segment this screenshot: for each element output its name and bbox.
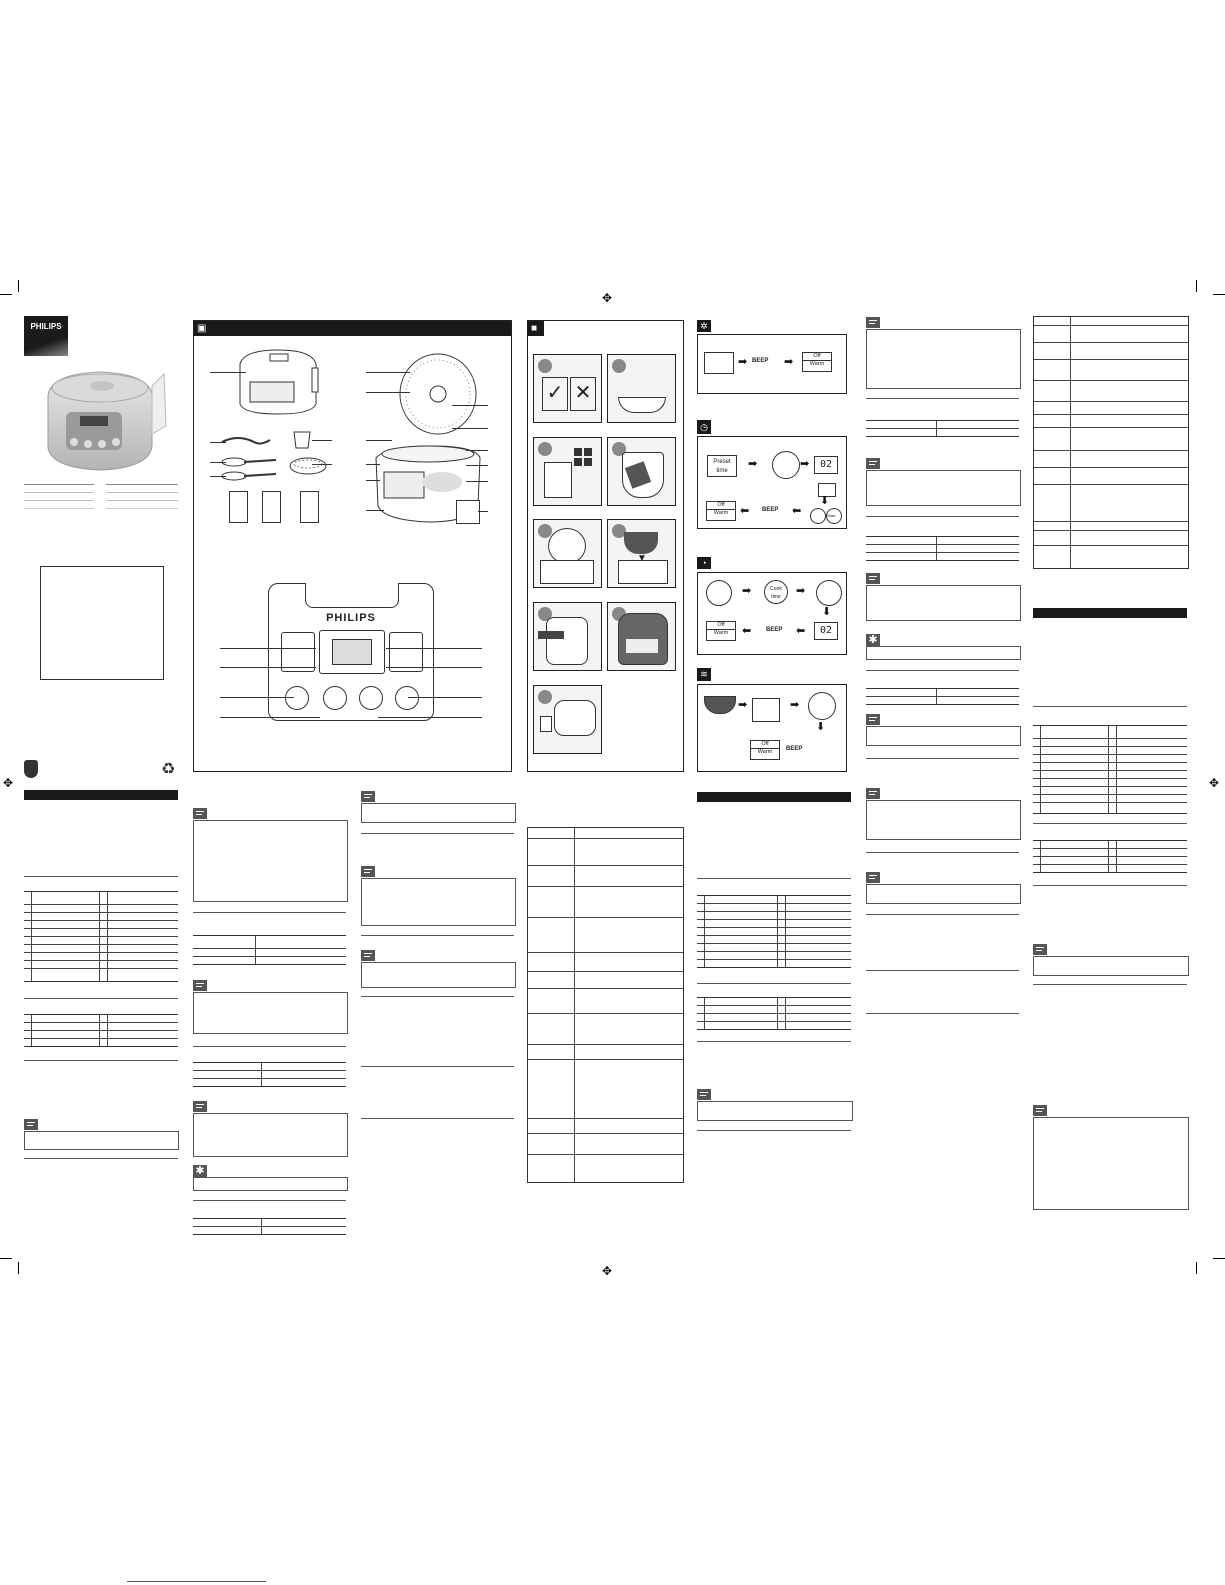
registration-mark-icon: ✥ — [601, 291, 613, 305]
note-box — [193, 992, 348, 1034]
data-table — [24, 891, 178, 982]
note-box — [1033, 1117, 1189, 1210]
note-box — [866, 800, 1021, 840]
registration-mark-icon: ✥ — [2, 776, 14, 790]
section-heading-bar — [697, 792, 851, 802]
off-label: Off — [813, 353, 821, 359]
arrow-down-icon: ⬇ — [816, 721, 826, 733]
cook-time-button — [764, 580, 788, 604]
note-icon — [361, 950, 375, 961]
start-button — [826, 508, 842, 524]
step-illustration — [533, 602, 602, 671]
off-label: Off — [717, 622, 725, 628]
note-icon — [866, 872, 880, 883]
panel-brand-text: PHILIPS — [326, 612, 376, 624]
step-illustration — [533, 519, 602, 588]
specifications-table — [527, 827, 684, 1183]
note-box — [193, 1113, 348, 1157]
note-icon — [361, 866, 375, 877]
off-warm-indicator — [750, 740, 780, 760]
off-warm-indicator — [706, 621, 736, 641]
note-box — [866, 585, 1021, 621]
step-illustration — [533, 437, 602, 506]
philips-logo — [24, 316, 68, 356]
note-icon — [866, 458, 880, 469]
arrow-right-icon: ➡ — [796, 585, 806, 597]
control-button — [285, 686, 309, 710]
step-illustration — [607, 354, 676, 423]
step-illustration — [533, 685, 602, 754]
beep-label: BEEP — [766, 627, 783, 633]
note-box — [361, 878, 516, 926]
section-heading-bar — [24, 790, 178, 800]
note-box — [866, 470, 1021, 506]
arrow-right-icon: ➡ — [784, 356, 794, 368]
note-icon — [697, 1089, 711, 1100]
rice-cooker-image — [40, 366, 170, 476]
step-illustration — [607, 437, 676, 506]
arrow-left-icon: ⬅ — [796, 625, 806, 637]
step-illustration — [607, 602, 676, 671]
document-leaflet — [229, 491, 248, 523]
note-icon — [866, 714, 880, 725]
note-box — [193, 820, 348, 902]
control-button — [395, 686, 419, 710]
note-box — [866, 884, 1021, 904]
control-button — [772, 451, 800, 479]
arrow-right-icon: ➡ — [738, 356, 748, 368]
arrow-right-icon: ➡ — [748, 458, 758, 470]
crop-mark — [0, 1258, 12, 1259]
arrow-left-icon: ⬅ — [742, 625, 752, 637]
note-box — [361, 803, 516, 823]
tip-asterisk-icon: ✱ — [193, 1165, 207, 1177]
cup-and-steamer-drawing — [288, 428, 328, 482]
control-button — [706, 580, 732, 606]
off-label: Off — [717, 502, 725, 508]
crop-mark — [18, 1262, 19, 1274]
warm-label: Warm — [803, 360, 831, 368]
arrow-left-icon: ⬅ — [792, 505, 802, 517]
control-button — [323, 686, 347, 710]
data-table — [24, 1014, 178, 1047]
cooking-mode-icon: ✲ — [697, 320, 711, 332]
note-icon — [866, 573, 880, 584]
control-panel-drawing — [268, 583, 434, 721]
data-table — [193, 1218, 346, 1235]
off-warm-indicator — [706, 501, 736, 521]
crop-mark — [1213, 294, 1225, 295]
document-leaflet — [300, 491, 319, 523]
note-box — [697, 1101, 853, 1121]
recycle-icon: ♻ — [161, 759, 176, 778]
crop-mark — [1213, 1258, 1225, 1259]
control-button — [359, 686, 383, 710]
warm-label: Warm — [751, 748, 779, 756]
tip-asterisk-icon: ✱ — [866, 634, 880, 646]
display-readout: 02 — [814, 622, 838, 640]
note-box — [361, 962, 516, 988]
preset-timer-icon: ◷ — [697, 420, 711, 434]
note-icon — [24, 1119, 38, 1130]
beep-label: BEEP — [752, 358, 769, 364]
appliance-overview-icon: ▣ — [197, 323, 207, 334]
warm-label: Warm — [707, 629, 735, 637]
note-icon — [361, 791, 375, 802]
crop-mark — [18, 280, 19, 292]
data-table — [697, 895, 851, 968]
beep-label: BEEP — [762, 507, 779, 513]
document-leaflet — [262, 491, 281, 523]
note-box — [866, 726, 1021, 746]
warm-label: Warm — [707, 509, 735, 517]
data-table — [193, 1062, 346, 1087]
display-readout: 02 — [814, 456, 838, 474]
tip-box — [193, 1177, 348, 1191]
data-table — [1033, 840, 1187, 873]
preset-time-button — [707, 455, 737, 477]
data-table — [1033, 725, 1187, 814]
arrow-down-icon: ⬇ — [822, 606, 832, 618]
note-icon — [193, 980, 207, 991]
note-box — [866, 329, 1021, 389]
arrow-right-icon: ➡ — [742, 585, 752, 597]
arrow-right-icon: ➡ — [738, 699, 748, 711]
tip-box — [866, 646, 1021, 660]
detail-inset — [456, 500, 480, 524]
data-table — [866, 536, 1019, 561]
note-icon — [1033, 1105, 1047, 1116]
note-icon — [193, 1101, 207, 1112]
off-label: Off — [761, 741, 769, 747]
note-icon — [866, 317, 880, 328]
note-icon — [866, 788, 880, 799]
section-heading-bar — [1033, 608, 1187, 618]
step-illustration: ✓ ✕ — [533, 354, 602, 423]
cook-time-label: Cook time — [770, 586, 782, 600]
crop-mark — [1196, 1262, 1197, 1274]
start-label: Start — [827, 513, 836, 518]
note-icon — [193, 808, 207, 819]
crop-mark — [1196, 280, 1197, 292]
display-box — [704, 352, 734, 374]
registration-mark-icon: ✥ — [1208, 776, 1220, 790]
arrow-left-icon: ⬅ — [740, 505, 750, 517]
step-illustration: ▼ — [607, 519, 676, 588]
cooker-front-drawing — [236, 348, 320, 416]
data-table — [866, 420, 1019, 437]
off-warm-indicator — [802, 352, 832, 372]
troubleshooting-table — [1033, 316, 1189, 569]
arrow-down-icon: ⬇ — [820, 495, 830, 507]
first-use-icon: ■ — [531, 323, 538, 334]
keep-warm-icon: ≋ — [697, 668, 711, 681]
blank-frame — [40, 566, 164, 680]
control-button — [816, 580, 842, 606]
arrow-right-icon: ➡ — [800, 458, 810, 470]
philips-shield-icon — [24, 760, 38, 778]
registration-mark-icon: ✥ — [601, 1264, 613, 1278]
accessories-drawing — [220, 428, 280, 482]
logo-text: PHILIPS — [30, 322, 62, 331]
note-box — [1033, 956, 1189, 976]
crop-mark — [0, 294, 12, 295]
arrow-right-icon: ➡ — [790, 699, 800, 711]
note-box — [24, 1131, 179, 1150]
control-button — [810, 508, 826, 524]
data-table — [193, 935, 346, 965]
cook-time-icon: ◔ — [697, 557, 711, 569]
data-table — [697, 997, 851, 1030]
link-underline[interactable] — [127, 1581, 266, 1582]
control-button — [808, 692, 836, 720]
pot-drawing — [752, 698, 780, 722]
beep-label: BEEP — [786, 746, 803, 752]
note-icon — [1033, 944, 1047, 955]
preset-time-label: Preset time — [713, 459, 731, 474]
data-table — [866, 688, 1019, 705]
